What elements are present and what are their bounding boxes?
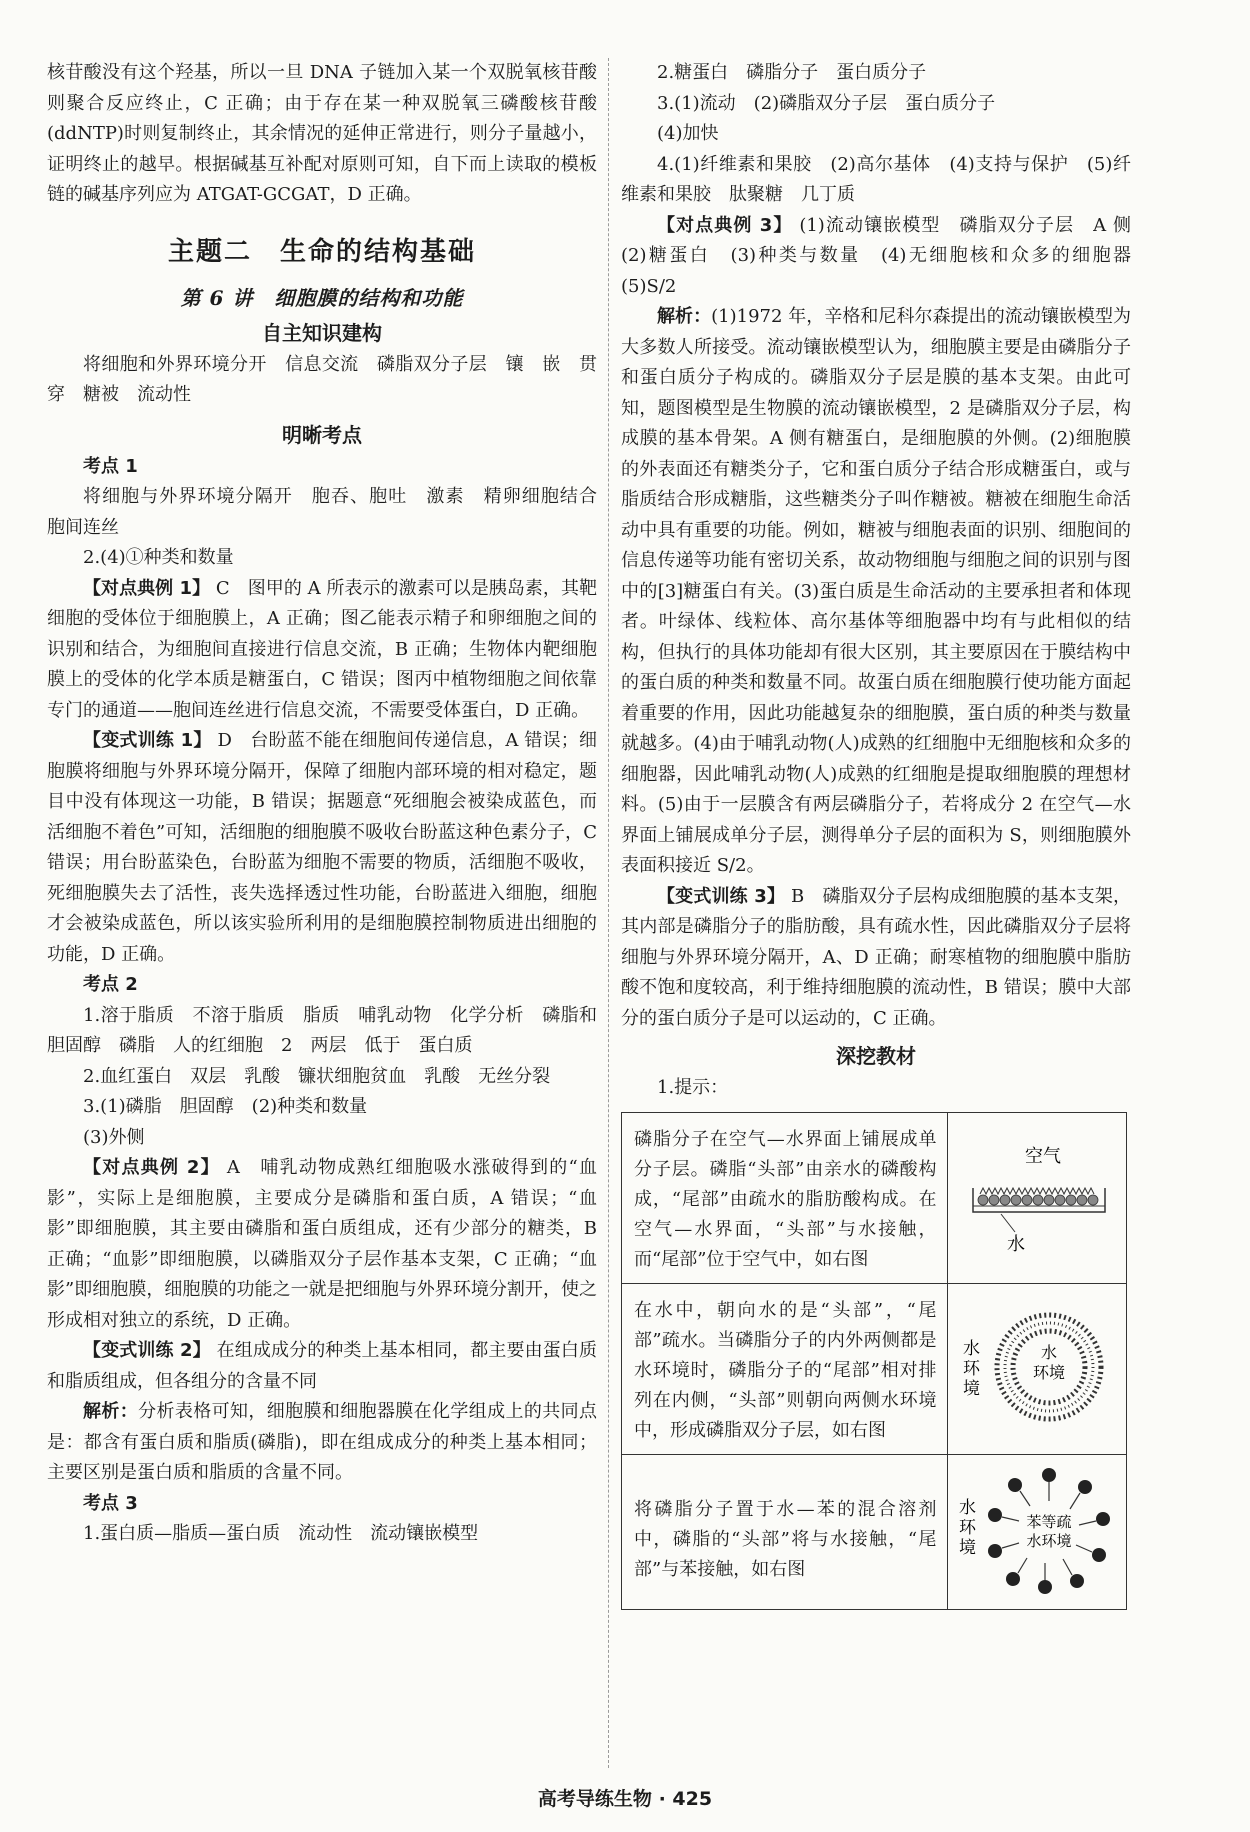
point-2-answers-3: 3.(1)磷脂 胆固醇 (2)种类和数量	[83, 1096, 368, 1117]
label-outer-water: 水环境	[962, 1338, 980, 1399]
exercise-1-text: D 台盼蓝不能在细胞间传递信息，A 错误；细胞膜将细胞与外界环境分隔开，保障了细胞内部环境的相对稳定，题目中没有体现这一功能，B 错误；据题意“死细胞会被染成蓝色，而活细胞不着色”可知，活细胞的细胞膜不吸收台盼蓝这种色素分子，C 错误；用台盼蓝染色，台盼蓝为细胞不需要的物质，活细胞不吸收，死细胞膜失去了活性，丧失选择透过性功能，台盼蓝进入细胞，细胞才会被染成蓝色，所以该实验所利用的是细胞膜控制物质进出细胞的功能，D 正确。	[47, 730, 598, 965]
point-2-answers-4: (3)外侧	[83, 1126, 145, 1148]
point-3-answers-2: 2.糖蛋白 磷脂分子 蛋白质分子	[657, 62, 927, 83]
tips-row-3-figure	[947, 1454, 1127, 1609]
example-1-text: C 图甲的 A 所表示的激素可以是胰岛素，其靶细胞的受体位于细胞膜上，A 正确；图乙能表示精子和卵细胞之间的识别和结合，为细胞间直接进行信息交流，B 正确；生物体内靶细胞膜上的受体的化学本质是糖蛋白，C 错误；图丙中植物细胞之间依靠专门的通道——胞间连丝进行信息交流，不需要受体蛋白，D 正确。	[47, 577, 598, 721]
point-3-answers: 1.蛋白质—脂质—蛋白质 流动性 流动镶嵌模型	[83, 1523, 479, 1544]
exercise-2	[47, 1336, 597, 1397]
reverse-micelle-diagram	[949, 1455, 1125, 1605]
example-1	[47, 574, 597, 727]
lipid-tails	[980, 1188, 1094, 1194]
analysis-label-3: 解析：	[657, 306, 712, 327]
point-3-answers-4: (4)加快	[657, 123, 719, 144]
lipid-heads	[978, 1195, 1098, 1205]
exercise-3-text: B 磷脂双分子层构成细胞膜的基本支架，其内部是磷脂分子的脂肪酸，具有疏水性，因此磷脂双分子层将细胞与外界环境分隔开，A、D 正确；耐寒植物的细胞膜中脂肪酸不饱和度较高，利于维持细胞膜的流动性，B 错误；膜中大部分的蛋白质分子是可以运动的，C 正确。	[621, 885, 1132, 1029]
point-1-heading: 考点 1	[83, 455, 138, 477]
tip-label: 1.提示：	[657, 1077, 729, 1098]
label-benzene: 苯等疏水环境	[1026, 1512, 1072, 1550]
tips-row-1	[622, 1112, 1127, 1283]
column-divider	[608, 58, 609, 1768]
exercise-2-analysis	[47, 1397, 597, 1489]
tips-row-2	[622, 1283, 1127, 1454]
theme-title: 主题二 生命的结构基础	[167, 236, 476, 267]
exercise-3	[621, 882, 1131, 1035]
section-heading-textbook: 深挖教材	[836, 1044, 916, 1068]
section-heading-points: 明晰考点	[282, 422, 362, 447]
point-3-answers-3: 3.(1)流动 (2)磷脂双分子层 蛋白质分子	[657, 92, 996, 114]
example-3-text: (1)流动镶嵌模型 磷脂双分子层 A 侧 (2)糖蛋白 (3)种类与数量 (4)无细胞核和众多的细胞器 (5)S/2	[621, 214, 1149, 297]
monolayer-diagram	[949, 1136, 1125, 1256]
book-title: 高考导练生物	[537, 1788, 652, 1810]
example-3	[621, 211, 1149, 303]
label-air: 空气	[1024, 1145, 1061, 1167]
point-2-answers-2: 2.血红蛋白 双层 乳酸 镰状细胞贫血 乳酸 无丝分裂	[83, 1065, 551, 1087]
point-3-heading: 考点 3	[83, 1492, 138, 1514]
liposome-diagram	[949, 1292, 1125, 1442]
exercise-3-label: 【变式训练 3】	[657, 885, 786, 907]
footer-separator: ·	[658, 1788, 666, 1810]
point-1-answers-2: 2.(4)①种类和数量	[83, 547, 234, 568]
exercise-2-text: 在组成成分的种类上基本相同，都主要由蛋白质和脂质组成，但各组分的含量不同	[47, 1340, 597, 1392]
analysis-label: 解析：	[83, 1401, 139, 1422]
point-3-answers-5: 4.(1)纤维素和果胶 (2)高尔基体 (4)支持与保护 (5)纤维素和果胶 肽聚糖 几丁质	[621, 153, 1131, 205]
left-column	[47, 58, 615, 1550]
tips-row-2-text: 在水中，朝向水的是“头部”，“尾部”疏水。当磷脂分子的内外两侧都是水环境时，磷脂分子的“尾部”相对排列在内侧，“头部”则朝向两侧水环境中，形成磷脂双分子层，如右图	[622, 1283, 948, 1454]
exercise-1-label: 【变式训练 1】	[83, 730, 212, 751]
tips-row-1-figure	[947, 1112, 1127, 1283]
water-pointer	[1001, 1214, 1015, 1232]
tips-row-1-text: 磷脂分子在空气—水界面上铺展成单分子层。磷脂“头部”由亲水的磷酸构成，“尾部”由疏水的脂肪酸构成。在空气—水界面，“头部”与水接触，而“尾部”位于空气中，如右图	[622, 1112, 948, 1283]
tips-row-3	[622, 1454, 1127, 1609]
analysis-text: 分析表格可知，细胞膜和细胞器膜在化学组成上的共同点是：都含有蛋白质和脂质(磷脂)，即在组成成分的种类上基本相同；主要区别是蛋白质和脂质的含量不同。	[47, 1401, 598, 1483]
example-2	[47, 1153, 597, 1336]
point-1-answers: 将细胞与外界环境分隔开 胞吞、胞吐 激素 精卵细胞结合 胞间连丝	[47, 486, 615, 538]
example-3-analysis	[621, 302, 1131, 882]
exercise-2-label: 【变式训练 2】	[83, 1340, 211, 1361]
example-2-text: A 哺乳动物成熟红细胞吸水涨破得到的“血影”，实际上是细胞膜，主要成分是磷脂和蛋白质，A 错误；“血影”即细胞膜，其主要由磷脂和蛋白质组成，还有少部分的糖类，B 正确；“血影”即细胞膜，以磷脂双分子层作基本支架，C 正确；“血影”即细胞膜，细胞膜的功能之一就是把细胞与外界环境分割开，使之形成相对独立的系统，D 正确。	[47, 1157, 597, 1331]
tips-table	[621, 1112, 1127, 1610]
lecture-title: 第 6 讲 细胞膜的结构和功能	[180, 285, 464, 310]
tips-row-3-text: 将磷脂分子置于水—苯的混合溶剂中，磷脂的“头部”将与水接触，“尾部”与苯接触，如右图	[622, 1454, 948, 1609]
label-inner-water: 水环境	[1032, 1342, 1065, 1382]
example-2-label: 【对点典例 2】	[83, 1157, 220, 1178]
knowledge-answers: 将细胞和外界环境分开 信息交流 磷脂双分子层 镶 嵌 贯穿 糖被 流动性	[47, 353, 597, 405]
intro-paragraph: 核苷酸没有这个羟基，所以一旦 DNA 子链加入某一个双脱氧核苷酸则聚合反应终止，C 正确；由于存在某一种双脱氧三磷酸核苷酸(ddNTP)时则复制终止，其余情况的延伸正常进行，则分子量越小，证明终止的越早。根据碱基互补配对原则可知，自下而上读取的模板链的碱基序列应为 ATGAT-GCGAT，D 正确。	[47, 62, 597, 205]
page-number: 425	[672, 1788, 713, 1810]
example-3-label: 【对点典例 3】	[657, 214, 793, 236]
point-2-answers-1: 1.溶于脂质 不溶于脂质 脂质 哺乳动物 化学分析 磷脂和胆固醇 磷脂 人的红细胞 2 两层 低于 蛋白质	[47, 1004, 597, 1056]
right-column	[621, 58, 1149, 1610]
section-heading-knowledge: 自主知识建构	[262, 320, 382, 345]
example-1-label: 【对点典例 1】	[83, 577, 211, 599]
exercise-1	[47, 726, 597, 970]
analysis-text-3: (1)1972 年，辛格和尼科尔森提出的流动镶嵌模型为大多数人所接受。流动镶嵌模型认为，细胞膜主要是由磷脂分子和蛋白质分子构成的。磷脂双分子层是膜的基本支架。由此可知，题图模型是生物膜的流动镶嵌模型，2 是磷脂双分子层，构成膜的基本骨架。A 侧有糖蛋白，是细胞膜的外侧。(2)细胞膜的外表面还有糖类分子，它和蛋白质分子结合形成糖蛋白，或与脂质结合形成糖脂，这些糖类分子叫作糖被。糖被在细胞生命活动中具有重要的功能。例如，糖被与细胞表面的识别、细胞间的信息传递等功能有密切关系，故动物细胞与细胞之间的识别与图中的[3]糖蛋白有关。(3)蛋白质是生命活动的主要承担者和体现者。叶绿体、线粒体、高尔基体等细胞器中均有与此相似的结构，但执行的具体功能却有很大区别，其主要原因在于膜结构中的蛋白质的种类和数量不同。故蛋白质在细胞膜行使功能方面起着重要的作用，因此功能越复杂的细胞膜，蛋白质的种类与数量就越多。(4)由于哺乳动物(人)成熟的红细胞中无细胞核和众多的细胞器，因此哺乳动物(人)成熟的红细胞是提取细胞膜的理想材料。(5)由于一层膜含有两层磷脂分子，若将成分 2 在空气—水界面上铺展成单分子层，测得单分子层的面积为 S，则细胞膜外表面积接近 S/2。	[621, 306, 1132, 876]
micelle-tails	[1002, 1482, 1096, 1580]
tips-row-2-figure	[947, 1283, 1127, 1454]
label-water: 水	[1006, 1233, 1025, 1255]
page-footer	[0, 1784, 1250, 1811]
label-water-env: 水环境	[958, 1497, 976, 1558]
point-2-heading: 考点 2	[83, 974, 138, 995]
